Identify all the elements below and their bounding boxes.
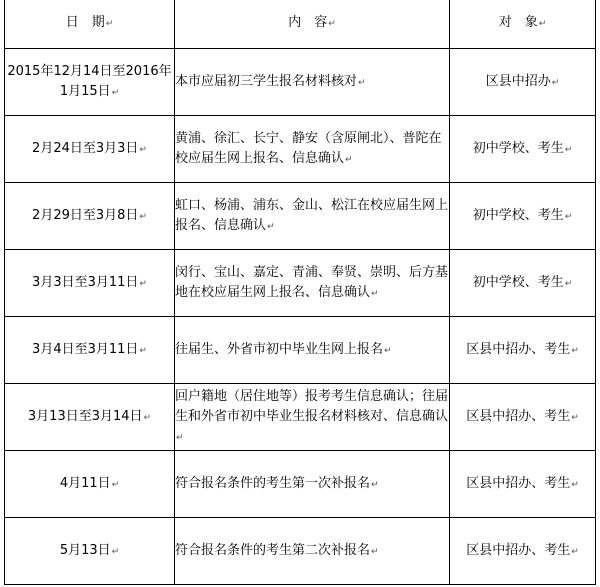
target-cell: 初中学校、考生↵ (450, 116, 596, 183)
content-cell: 虹口、杨浦、浦东、金山、松江在校应届生网上报名、信息确认↵ (175, 183, 450, 250)
paragraph-mark-icon: ↵ (571, 479, 579, 490)
paragraph-mark-icon: ↵ (564, 278, 573, 289)
target-cell: 区县中招办、考生↵ (450, 518, 596, 585)
paragraph-mark-icon: ↵ (111, 479, 120, 490)
table-row (5, 518, 596, 585)
table-row (5, 384, 596, 451)
table-row (5, 183, 596, 250)
content-cell: 符合报名条件的考生第一次补报名↵ (175, 451, 450, 518)
date-cell: 4月11日↵ (5, 451, 175, 518)
content-cell: 符合报名条件的考生第二次补报名↵ (175, 518, 450, 585)
target-cell: 区县中招办、考生↵ (450, 451, 596, 518)
paragraph-mark-icon: ↵ (176, 432, 184, 443)
paragraph-mark-icon: ↵ (564, 211, 573, 222)
target-cell: 区县中招办↵ (450, 49, 596, 116)
header-content-label: 内 容 (288, 15, 328, 30)
header-target-label: 对 象 (498, 15, 538, 30)
paragraph-mark-icon: ↵ (139, 278, 147, 289)
header-content (175, 0, 450, 49)
table-header-row (5, 0, 596, 49)
paragraph-mark-icon: ↵ (328, 19, 336, 29)
paragraph-mark-icon: ↵ (111, 546, 120, 557)
paragraph-mark-icon: ↵ (105, 19, 114, 29)
target-cell: 区县中招办、考生↵ (450, 317, 596, 384)
paragraph-mark-icon: ↵ (571, 345, 579, 356)
table-row (5, 116, 596, 183)
date-cell: 5月13日↵ (5, 518, 175, 585)
paragraph-mark-icon: ↵ (564, 144, 573, 155)
paragraph-mark-icon: ↵ (139, 345, 147, 356)
date-cell: 3月13日至3月14日↵ (5, 384, 175, 451)
content-cell: 回户籍地（居住地等）报考考生信息确认；往届生和外省市初中毕业生报名材料核对、信息确认↵ (175, 384, 450, 451)
content-cell: 本市应届初三学生报名材料核对↵ (175, 49, 450, 116)
header-date-label: 日 期 (65, 15, 105, 30)
paragraph-mark-icon: ↵ (358, 77, 366, 88)
header-date (5, 0, 175, 49)
paragraph-mark-icon: ↵ (371, 546, 379, 557)
table-row (5, 451, 596, 518)
content-cell: 黄浦、徐汇、长宁、静安（含原闸北）、普陀在校应届生网上报名、信息确认↵ (175, 116, 450, 183)
content-cell: 闵行、宝山、嘉定、青浦、奉贤、崇明、后方基地在校应届生网上报名、信息确认↵ (175, 250, 450, 317)
date-cell: 2月24日至3月3日↵ (5, 116, 175, 183)
date-cell: 2015年12月14日至2016年1月15日↵ (5, 49, 175, 116)
paragraph-mark-icon: ↵ (111, 87, 120, 98)
paragraph-mark-icon: ↵ (571, 546, 579, 557)
paragraph-mark-icon: ↵ (139, 144, 147, 155)
paragraph-mark-icon: ↵ (551, 77, 560, 88)
table-row (5, 49, 596, 116)
paragraph-mark-icon: ↵ (571, 412, 579, 423)
header-target (450, 0, 596, 49)
target-cell: 初中学校、考生↵ (450, 250, 596, 317)
target-cell: 初中学校、考生↵ (450, 183, 596, 250)
date-cell: 3月4日至3月11日↵ (5, 317, 175, 384)
table-row (5, 317, 596, 384)
date-cell: 3月3日至3月11日↵ (5, 250, 175, 317)
paragraph-mark-icon: ↵ (371, 288, 379, 299)
paragraph-mark-icon: ↵ (538, 19, 547, 29)
paragraph-mark-icon: ↵ (371, 479, 379, 490)
paragraph-mark-icon: ↵ (384, 345, 392, 356)
paragraph-mark-icon: ↵ (139, 211, 147, 222)
table-row (5, 250, 596, 317)
content-cell: 往届生、外省市初中毕业生网上报名↵ (175, 317, 450, 384)
paragraph-mark-icon: ↵ (143, 412, 152, 423)
date-cell: 2月29日至3月8日↵ (5, 183, 175, 250)
paragraph-mark-icon: ↵ (345, 154, 353, 165)
target-cell: 区县中招办、考生↵ (450, 384, 596, 451)
registration-schedule-table (4, 0, 596, 585)
paragraph-mark-icon: ↵ (267, 221, 275, 232)
